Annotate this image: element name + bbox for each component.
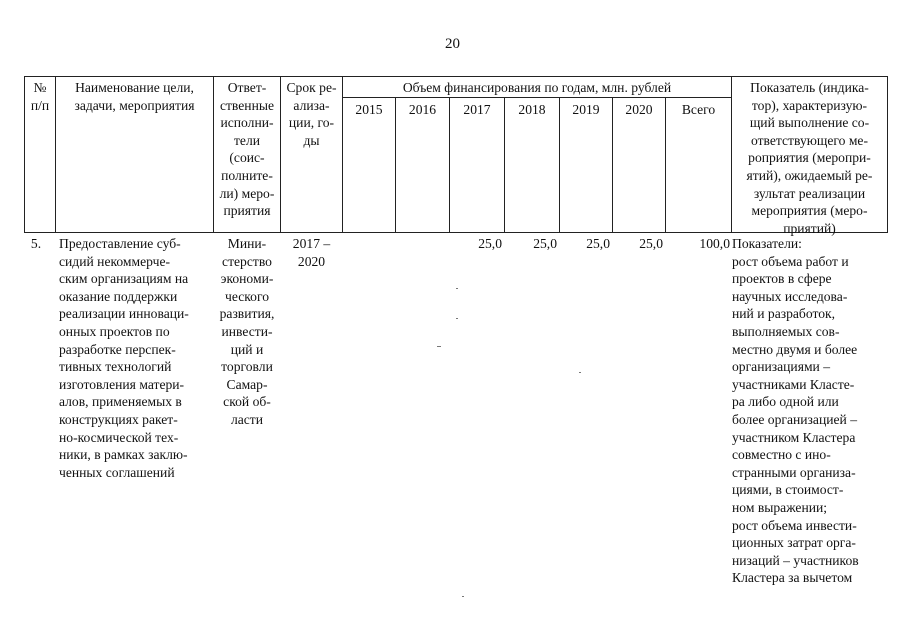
table-top-border	[24, 76, 888, 77]
scan-speck	[456, 288, 458, 289]
row-value-2018: 25,0	[533, 236, 557, 251]
header-term: Срок ре- ализа- ции, го- ды	[286, 80, 337, 148]
header-year-2019: 2019	[572, 102, 600, 117]
row-name: Предоставление суб- сидий некоммерче- ским организациям на оказание поддержки реализации инноваци- онных проектов по разработке перспек- тивных технологий изготовления матери- алов, применяемых в конструкциях ракет- но-космической тех- ники, в рамках заклю- ченных соглашений	[59, 236, 189, 480]
header-year-2016: 2016	[408, 102, 437, 117]
header-executors: Ответ- ственные исполни- тели (соис- полните- ли) меро- приятия	[219, 80, 275, 219]
row-value-2020: 25,0	[639, 236, 663, 251]
header-num: № п/п	[30, 80, 50, 113]
row-term: 2017 – 2020	[292, 236, 331, 269]
header-year-2020: 2020	[625, 102, 653, 117]
header-funding: Объем финансирования по годам, млн. рублей	[402, 80, 672, 95]
scan-speck	[437, 346, 441, 347]
header-year-2017: 2017	[463, 102, 491, 117]
row-value-2017: 25,0	[478, 236, 502, 251]
row-value-2019: 25,0	[586, 236, 610, 251]
header-year-2018: 2018	[518, 102, 546, 117]
funding-subheader-line	[342, 97, 731, 98]
col-line-12	[887, 76, 888, 232]
header-name: Наименование цели, задачи, мероприятия	[74, 80, 195, 113]
row-value-total: 100,0	[699, 236, 730, 251]
col-line-4	[342, 76, 343, 232]
scan-speck	[579, 372, 581, 373]
scan-speck	[456, 318, 458, 319]
row-indicator: Показатели: рост объема работ и проектов в сфере научных исследова- ний и разработок, выполняемых сов- местно двумя и более организациями – участниками Класте- ра либо одной или более организацией – участником Кластера совместно с ино- странными организа- циями, в стоимост- ном выражении; рост объема инвести- ционных затрат орга- низаций – участников Кластера за вычетом	[732, 236, 859, 586]
header-total: Всего	[681, 102, 716, 117]
page-number: 20	[445, 36, 460, 52]
row-num: 5.	[30, 236, 42, 251]
scan-speck	[462, 596, 464, 597]
row-executor: Мини- стерство экономи- ческого развития, инвести- ций и торговли Самар- ской об- ласти	[219, 236, 275, 427]
header-indicator: Показатель (индика- тор), характеризую- щий выполнение со- ответствующего ме- роприятия (меропри- ятий), ожидаемый ре- зультат реализации мероприятия (меро- приятий)	[746, 80, 873, 236]
header-year-2015: 2015	[355, 102, 383, 117]
